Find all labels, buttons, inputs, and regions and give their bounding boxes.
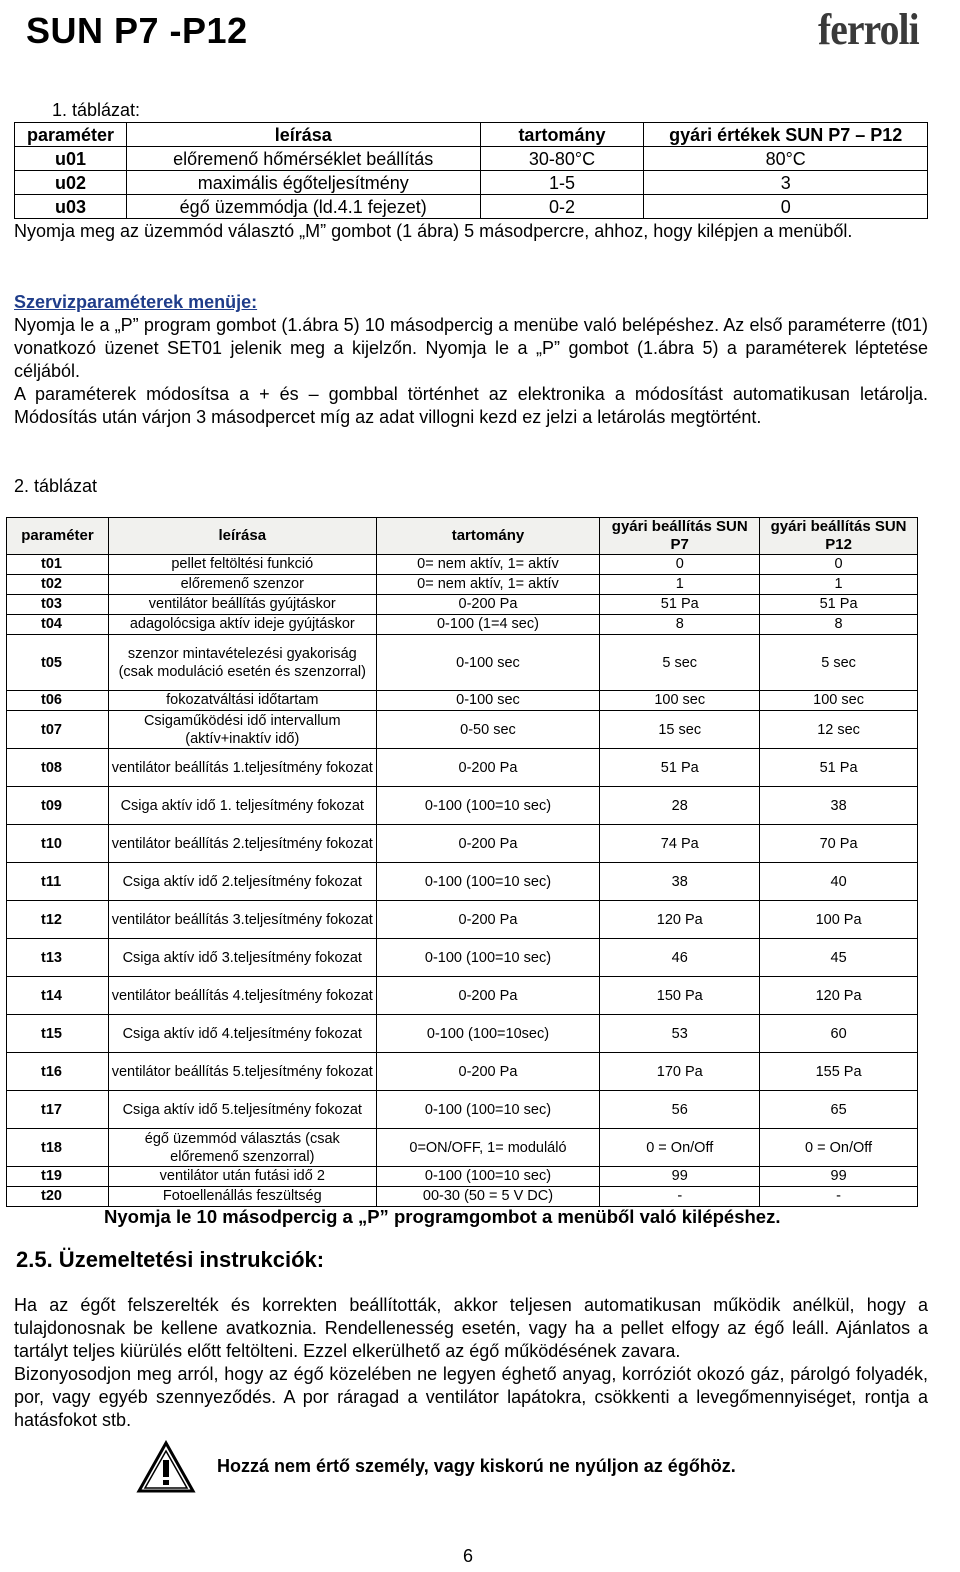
table2-cell-p: t04 xyxy=(7,615,109,635)
table2-cell-d: Csiga aktív idő 5.teljesítmény fokozat xyxy=(108,1091,376,1129)
table2-cell-b: 70 Pa xyxy=(760,825,918,863)
table2-cell-b: 100 Pa xyxy=(760,901,918,939)
table2-cell-p: t05 xyxy=(7,635,109,691)
table1 xyxy=(14,122,928,219)
table2-cell-r: 0-100 sec xyxy=(376,635,600,691)
table2-cell-r: 0-100 (100=10 sec) xyxy=(376,863,600,901)
table2-row xyxy=(7,575,918,595)
table2-cell-p: t02 xyxy=(7,575,109,595)
table2-cell-r: 0-200 Pa xyxy=(376,901,600,939)
table2-cell-d: Fotoellenállás feszültség xyxy=(108,1187,376,1207)
service-paragraph-1: Nyomja le a „P” program gombot (1.ábra 5) 10 másodpercig a menübe való belépéshez. Az első paraméterre (t01) vonatkozó üzenet SET01 jelenik meg a kijelzőn. Nyomja le a „P” gombot (1.ábra 5) a paraméterek léptetése céljából. xyxy=(14,315,928,381)
table2-cell-b: - xyxy=(760,1187,918,1207)
table2-cell-r: 0-100 (1=4 sec) xyxy=(376,615,600,635)
table2-cell-r: 00-30 (50 = 5 V DC) xyxy=(376,1187,600,1207)
table2-row xyxy=(7,635,918,691)
table2-cell-p: t14 xyxy=(7,977,109,1015)
table1-row xyxy=(15,195,928,219)
table2-cell-p: t17 xyxy=(7,1091,109,1129)
table2-cell-b: 1 xyxy=(760,575,918,595)
table1-cell: maximális égőteljesítmény xyxy=(126,171,480,195)
table2-cell-b: 100 sec xyxy=(760,691,918,711)
table1-cell: 30-80°C xyxy=(480,147,644,171)
menu-exit-paragraph: Nyomja meg az üzemmód választó „M” gombot (1 ábra) 5 másodpercre, ahhoz, hogy kilépjen a menüből. xyxy=(14,221,853,241)
menu-exit-note: Nyomja le 10 másodpercig a „P” programgombot a menüből való kilépéshez. xyxy=(104,1206,781,1227)
table2-cell-d: adagolócsiga aktív ideje gyújtáskor xyxy=(108,615,376,635)
table2-cell-d: ventilátor után futási idő 2 xyxy=(108,1167,376,1187)
table2-cell-r: 0-100 (100=10 sec) xyxy=(376,1091,600,1129)
table1-cell: 1-5 xyxy=(480,171,644,195)
section-title: 2.5. Üzemeltetési instrukciók: xyxy=(16,1247,325,1272)
table2-cell-d: ventilátor beállítás 5.teljesítmény fokozat xyxy=(108,1053,376,1091)
table2-row xyxy=(7,939,918,977)
table1-cell: előremenő hőmérséklet beállítás xyxy=(126,147,480,171)
table2-cell-r: 0=ON/OFF, 1= moduláló xyxy=(376,1129,600,1167)
table2-cell-r: 0= nem aktív, 1= aktív xyxy=(376,575,600,595)
table2-cell-p: t10 xyxy=(7,825,109,863)
table2-cell-d: Csiga aktív idő 4.teljesítmény fokozat xyxy=(108,1015,376,1053)
table2-cell-a: 170 Pa xyxy=(600,1053,760,1091)
table1-cell: 3 xyxy=(644,171,928,195)
table2-cell-d: Csiga aktív idő 1. teljesítmény fokozat xyxy=(108,787,376,825)
table2-cell-d: szenzor mintavételezési gyakoriság (csak moduláció esetén és szenzorral) xyxy=(108,635,376,691)
table2-row xyxy=(7,691,918,711)
table2-row xyxy=(7,1187,918,1207)
table2-row xyxy=(7,595,918,615)
table2-cell-b: 120 Pa xyxy=(760,977,918,1015)
table2-cell-d: ventilátor beállítás gyújtáskor xyxy=(108,595,376,615)
table2-cell-a: 46 xyxy=(600,939,760,977)
table2-cell-r: 0-100 sec xyxy=(376,691,600,711)
warning-icon xyxy=(136,1440,196,1494)
table2-cell-p: t12 xyxy=(7,901,109,939)
table2-cell-d: ventilátor beállítás 1.teljesítmény fokozat xyxy=(108,749,376,787)
table2-cell-p: t01 xyxy=(7,555,109,575)
operation-paragraph-2: Bizonyosodjon meg arról, hogy az égő közelében ne legyen éghető anyag, korróziót okozó gáz, párolgó folyadék, por, vagy egyéb szennyeződés. A por ráragad a ventilátor lapátokra, csökkenti a levegőmennyiséget, rontja a hatásfokot stb. xyxy=(14,1364,928,1430)
warning-text: Hozzá nem értő személy, vagy kiskorú ne nyúljon az égőhöz. xyxy=(217,1456,736,1476)
table2-row xyxy=(7,555,918,575)
table1-header-cell: leírása xyxy=(126,123,480,147)
table2-cell-p: t06 xyxy=(7,691,109,711)
table2-cell-a: 8 xyxy=(600,615,760,635)
table1-header-cell: gyári értékek SUN P7 – P12 xyxy=(644,123,928,147)
table2-row xyxy=(7,901,918,939)
table2-cell-p: t09 xyxy=(7,787,109,825)
table2-cell-p: t16 xyxy=(7,1053,109,1091)
table2-cell-a: 150 Pa xyxy=(600,977,760,1015)
table2-row xyxy=(7,863,918,901)
service-menu-heading: Szervizparaméterek menüje: xyxy=(14,292,258,312)
table2-cell-b: 65 xyxy=(760,1091,918,1129)
table1-cell: u03 xyxy=(15,195,127,219)
table2-cell-r: 0-200 Pa xyxy=(376,1053,600,1091)
table2-cell-r: 0-100 (100=10 sec) xyxy=(376,1167,600,1187)
table2-cell-a: 120 Pa xyxy=(600,901,760,939)
table2-header-cell: tartomány xyxy=(376,518,600,555)
table2-cell-b: 51 Pa xyxy=(760,595,918,615)
table2-caption: 2. táblázat xyxy=(14,476,98,496)
table2 xyxy=(6,517,918,1207)
table2-cell-b: 0 xyxy=(760,555,918,575)
table2-row xyxy=(7,749,918,787)
service-paragraph-2: A paraméterek módosítsa a + és – gombbal történhet az elektronika a módosítást automatikusan letárolja. Módosítás után várjon 3 másodpercet míg az adat villogni kezd ez jelzi a letárolás megtörtént. xyxy=(14,384,928,427)
table2-cell-r: 0-200 Pa xyxy=(376,825,600,863)
table2-row xyxy=(7,977,918,1015)
table2-cell-a: 38 xyxy=(600,863,760,901)
table2-cell-a: 28 xyxy=(600,787,760,825)
table2-cell-b: 40 xyxy=(760,863,918,901)
table2-cell-a: 5 sec xyxy=(600,635,760,691)
table2-header-cell: gyári beállítás SUN P12 xyxy=(760,518,918,555)
table2-row xyxy=(7,1053,918,1091)
table2-cell-a: 53 xyxy=(600,1015,760,1053)
table1-cell: 0-2 xyxy=(480,195,644,219)
table2-cell-d: Csigaműködési idő intervallum (aktív+inaktív idő) xyxy=(108,711,376,749)
table2-cell-b: 38 xyxy=(760,787,918,825)
table2-row xyxy=(7,787,918,825)
table2-cell-d: Csiga aktív idő 3.teljesítmény fokozat xyxy=(108,939,376,977)
table2-cell-b: 5 sec xyxy=(760,635,918,691)
ferroli-logo xyxy=(818,4,938,62)
table1-header-cell: tartomány xyxy=(480,123,644,147)
table2-cell-a: 1 xyxy=(600,575,760,595)
table2-cell-a: 15 sec xyxy=(600,711,760,749)
operation-paragraph-1: Ha az égőt felszerelték és korrekten beállították, akkor teljesen automatikusan működik anélkül, hogy a tulajdonosnak be kellene avatkoznia. Rendellenesség esetén, vagy ha a pellet elfogy az égő leáll. Ajánlatos a tartályt teljes kiürülés előtt feltölteni. Ezzel elkerülhető az égő működésének zavara. xyxy=(14,1295,928,1361)
table1-cell: u01 xyxy=(15,147,127,171)
table2-cell-a: 100 sec xyxy=(600,691,760,711)
table2-cell-p: t13 xyxy=(7,939,109,977)
table2-cell-d: ventilátor beállítás 2.teljesítmény fokozat xyxy=(108,825,376,863)
table2-cell-a: - xyxy=(600,1187,760,1207)
table2-cell-a: 51 Pa xyxy=(600,749,760,787)
table2-cell-b: 99 xyxy=(760,1167,918,1187)
table2-row xyxy=(7,825,918,863)
table2-row xyxy=(7,1167,918,1187)
table2-cell-a: 56 xyxy=(600,1091,760,1129)
table2-cell-r: 0-50 sec xyxy=(376,711,600,749)
table2-cell-r: 0-200 Pa xyxy=(376,595,600,615)
table2-cell-p: t18 xyxy=(7,1129,109,1167)
table2-cell-r: 0-200 Pa xyxy=(376,977,600,1015)
table2-cell-d: fokozatváltási időtartam xyxy=(108,691,376,711)
table2-cell-d: égő üzemmód választás (csak előremenő szenzorral) xyxy=(108,1129,376,1167)
table2-row xyxy=(7,711,918,749)
page-number: 6 xyxy=(463,1546,474,1566)
table1-header-cell: paraméter xyxy=(15,123,127,147)
table2-cell-b: 8 xyxy=(760,615,918,635)
table2-cell-b: 155 Pa xyxy=(760,1053,918,1091)
table2-cell-r: 0-100 (100=10 sec) xyxy=(376,939,600,977)
table1-row xyxy=(15,147,928,171)
table2-cell-r: 0-100 (100=10sec) xyxy=(376,1015,600,1053)
table2-cell-p: t20 xyxy=(7,1187,109,1207)
table2-cell-b: 0 = On/Off xyxy=(760,1129,918,1167)
table2-cell-p: t15 xyxy=(7,1015,109,1053)
table2-header-cell: leírása xyxy=(108,518,376,555)
table1-caption: 1. táblázat: xyxy=(52,100,141,120)
table2-cell-r: 0-100 (100=10 sec) xyxy=(376,787,600,825)
table2-cell-p: t19 xyxy=(7,1167,109,1187)
table2-cell-b: 45 xyxy=(760,939,918,977)
table2-cell-b: 12 sec xyxy=(760,711,918,749)
table2-cell-b: 60 xyxy=(760,1015,918,1053)
table2-cell-d: Csiga aktív idő 2.teljesítmény fokozat xyxy=(108,863,376,901)
table2-row xyxy=(7,1091,918,1129)
table1-cell: égő üzemmódja (ld.4.1 fejezet) xyxy=(126,195,480,219)
table2-cell-d: ventilátor beállítás 4.teljesítmény fokozat xyxy=(108,977,376,1015)
table2-cell-p: t03 xyxy=(7,595,109,615)
table2-row xyxy=(7,1129,918,1167)
table2-cell-d: pellet feltöltési funkció xyxy=(108,555,376,575)
table2-row xyxy=(7,615,918,635)
table2-cell-a: 74 Pa xyxy=(600,825,760,863)
table2-cell-d: előremenő szenzor xyxy=(108,575,376,595)
table1-row xyxy=(15,171,928,195)
table2-cell-a: 51 Pa xyxy=(600,595,760,615)
table1-cell: u02 xyxy=(15,171,127,195)
table2-cell-d: ventilátor beállítás 3.teljesítmény fokozat xyxy=(108,901,376,939)
table2-cell-p: t07 xyxy=(7,711,109,749)
table2-cell-r: 0= nem aktív, 1= aktív xyxy=(376,555,600,575)
table2-cell-a: 0 = On/Off xyxy=(600,1129,760,1167)
table2-header-cell: paraméter xyxy=(7,518,109,555)
table2-cell-a: 99 xyxy=(600,1167,760,1187)
table2-cell-a: 0 xyxy=(600,555,760,575)
page-header-title: SUN P7 -P12 xyxy=(26,10,248,51)
table2-cell-p: t11 xyxy=(7,863,109,901)
table1-cell: 80°C xyxy=(644,147,928,171)
table2-row xyxy=(7,1015,918,1053)
table1-cell: 0 xyxy=(644,195,928,219)
logo-text: ferroli xyxy=(818,5,919,54)
table2-cell-r: 0-200 Pa xyxy=(376,749,600,787)
table2-header-cell: gyári beállítás SUN P7 xyxy=(600,518,760,555)
table2-cell-b: 51 Pa xyxy=(760,749,918,787)
table2-cell-p: t08 xyxy=(7,749,109,787)
